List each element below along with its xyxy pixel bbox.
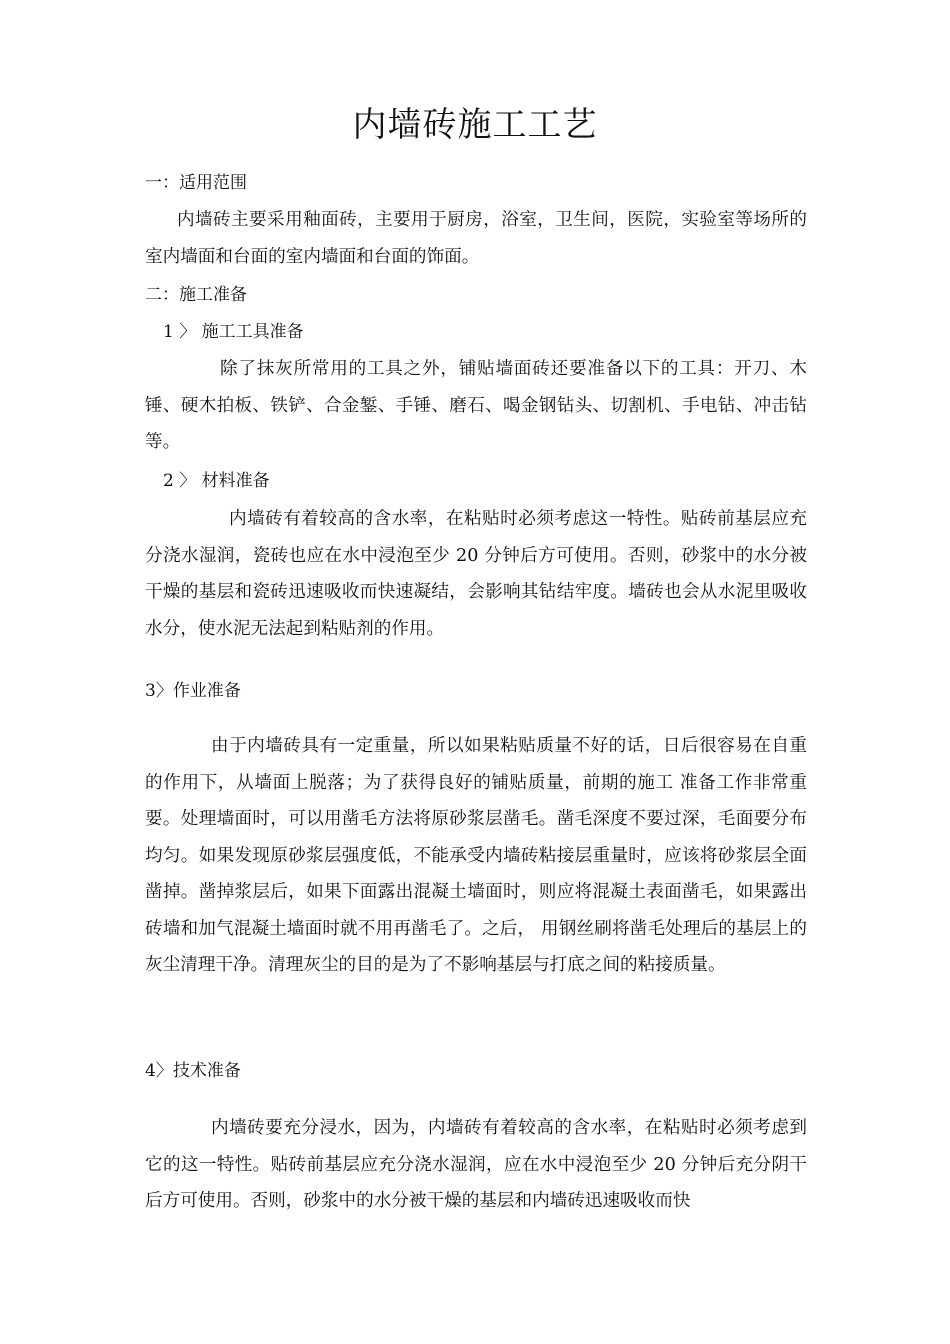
- subheading-tools: 1 〉 施工工具准备: [163, 322, 304, 342]
- document-title: 内墙砖施工工艺: [352, 105, 598, 145]
- section-heading-scope: 一：适用范围: [145, 173, 247, 193]
- paragraph-tools: 除了抹灰所常用的工具之外，铺贴墙面砖还要准备以下的工具：开刀、木锤、硬木拍板、铁铲、合金錾、手锤、磨石、喝金钢钻头、切割机、手电钻、冲击钻等。: [145, 359, 807, 452]
- subheading-materials: 2 〉 材料准备: [163, 471, 270, 491]
- paragraph-technical: 内墙砖要充分浸水，因为，内墙砖有着较高的含水率，在粘贴时必须考虑到它的这一特性。贴砖前基层应充分浇水湿润，应在水中浸泡至少 20 分钟后充分阴干后方可使用。否则，砂浆中的水分被干燥的基层和内墙砖迅速吸收而快: [145, 1118, 807, 1211]
- section-heading-preparation: 二：施工准备: [145, 285, 247, 305]
- paragraph-materials: 内墙砖有着较高的含水率，在粘贴时必须考虑这一特性。贴砖前基层应充分浇水湿润，瓷砖也应在水中浸泡至少 20 分钟后方可使用。否则，砂浆中的水分被干燥的基层和瓷砖迅速吸收而快速凝结，会影响其钻结牢度。墙砖也会从水泥里吸收水分，使水泥无法起到粘贴剂的作用。: [145, 509, 807, 639]
- paragraph-scope: 内墙砖主要采用釉面砖，主要用于厨房，浴室，卫生间，医院，实验室等场所的室内墙面和台面的室内墙面和台面的饰面。: [145, 210, 807, 267]
- subheading-technical: 4〉技术准备: [145, 1061, 241, 1081]
- subheading-work: 3〉作业准备: [145, 681, 241, 701]
- paragraph-work: 由于内墙砖具有一定重量，所以如果粘贴质量不好的话，日后很容易在自重的作用下，从墙面上脱落；为了获得良好的铺贴质量，前期的施工 准备工作非常重要。处理墙面时，可以用凿毛方法将原砂浆层凿毛。凿毛深度不要过深，毛面要分布均匀。如果发现原砂浆层强度低，不能承受内墙砖粘接层重量时，应该将砂浆层全面凿掉。凿掉浆层后，如果下面露出混凝土墙面时，则应将混凝土表面凿毛，如果露出砖墙和加气混凝土墙面时就不用再凿毛了。之后， 用钢丝刷将凿毛处理后的基层上的灰尘清理干净。清理灰尘的目的是为了不影响基层与打底之间的粘接质量。: [145, 736, 807, 975]
